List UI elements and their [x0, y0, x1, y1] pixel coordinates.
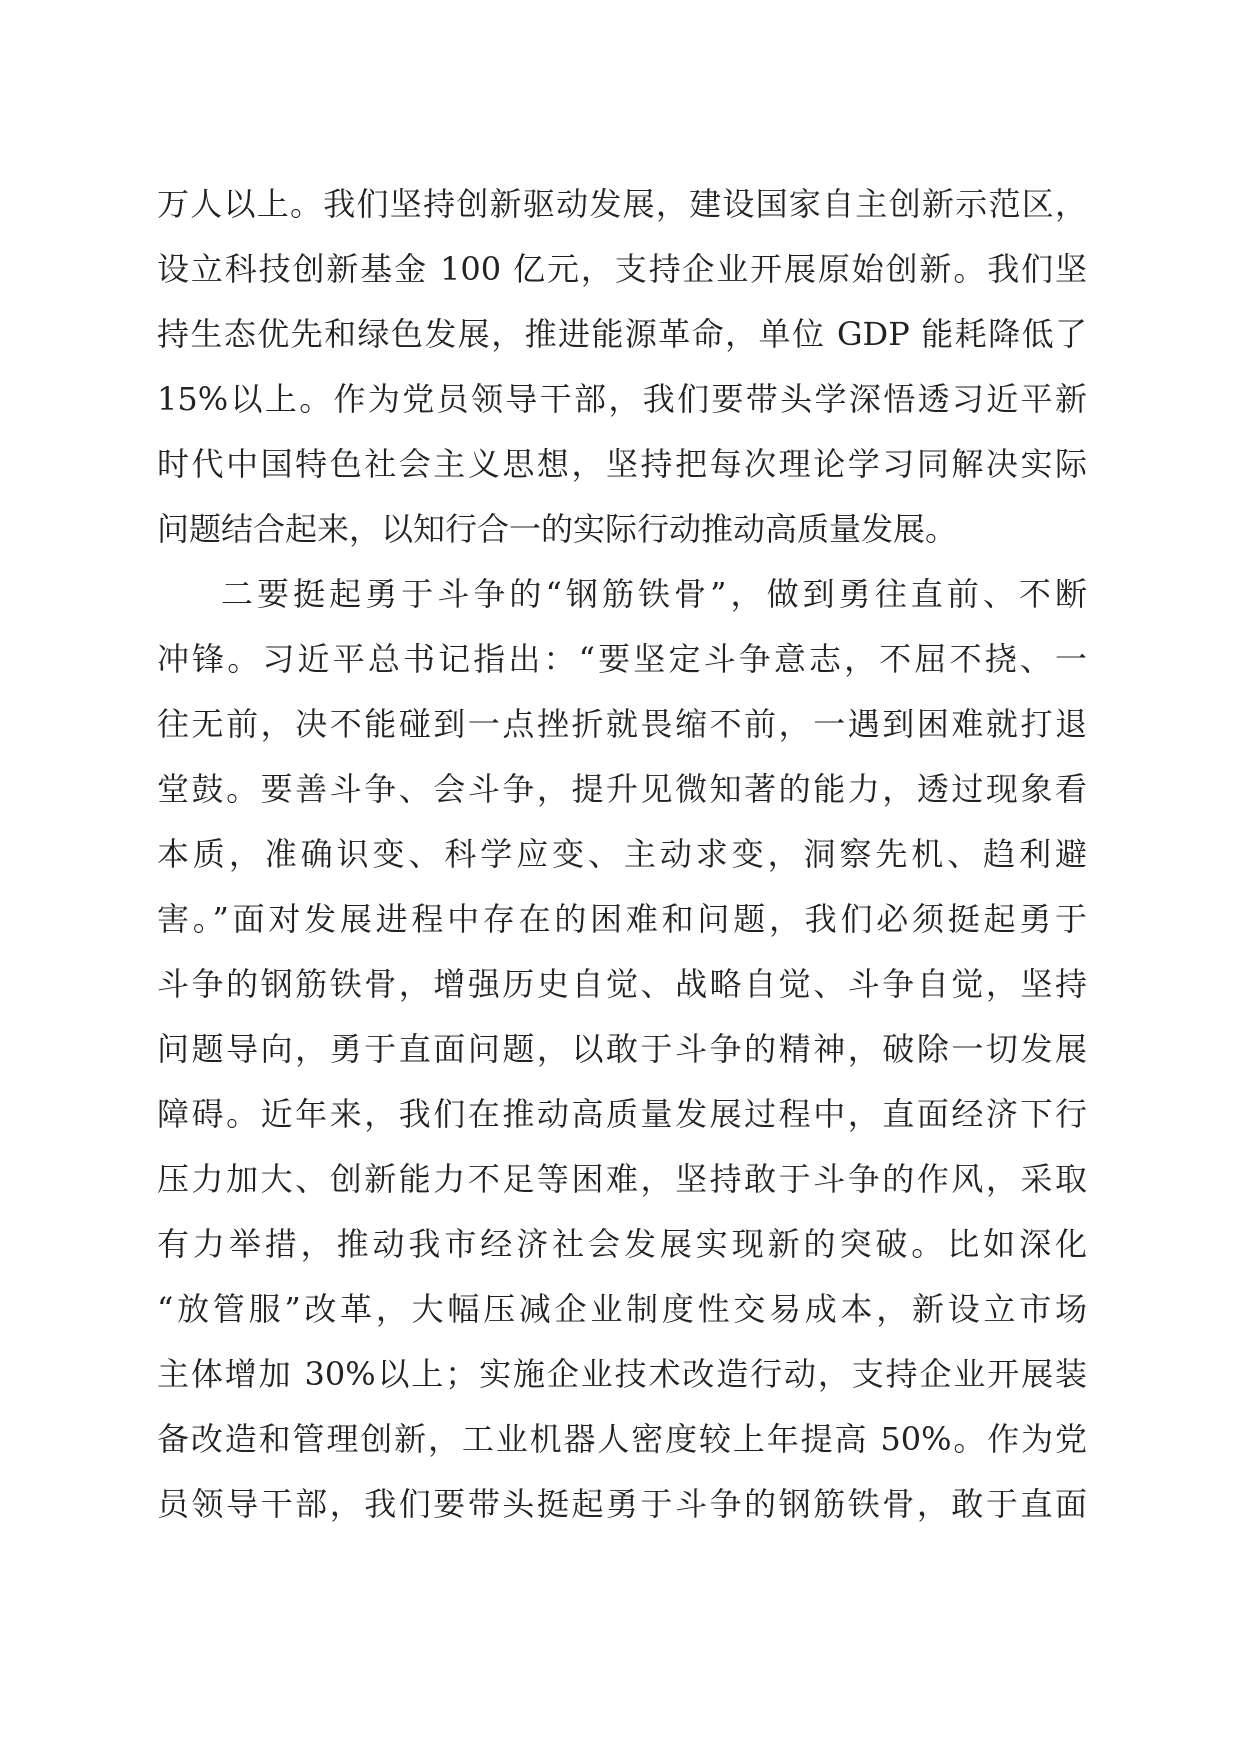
- text-line-20: 备改造和管理创新，工业机器人密度较上年提高 50%。作为党: [157, 1420, 1087, 1458]
- text-line-5: 时代中国特色社会主义思想，坚持把每次理论学习同解决实际: [157, 445, 1087, 483]
- text-line-19: 主体增加 30%以上；实施企业技术改造行动，支持企业开展装: [157, 1355, 1087, 1393]
- text-line-13: 斗争的钢筋铁骨，增强历史自觉、战略自觉、斗争自觉，坚持: [157, 965, 1087, 1003]
- text-line-17: 有力举措，推动我市经济社会发展实现新的突破。比如深化: [157, 1225, 1087, 1263]
- text-line-8: 冲锋。习近平总书记指出：“要坚定斗争意志，不屈不挠、一: [157, 640, 1087, 678]
- text-line-18: “放管服”改革，大幅压减企业制度性交易成本，新设立市场: [157, 1290, 1087, 1328]
- text-line-16: 压力加大、创新能力不足等困难，坚持敢于斗争的作风，采取: [157, 1160, 1087, 1198]
- text-line-7: 二要挺起勇于斗争的“钢筋铁骨”，做到勇往直前、不断: [221, 575, 1087, 613]
- text-line-1: 万人以上。我们坚持创新驱动发展，建设国家自主创新示范区，: [157, 185, 1087, 223]
- text-line-12: 害。”面对发展进程中存在的困难和问题，我们必须挺起勇于: [157, 900, 1087, 938]
- text-line-2: 设立科技创新基金 100 亿元，支持企业开展原始创新。我们坚: [157, 250, 1087, 288]
- text-line-3: 持生态优先和绿色发展，推进能源革命，单位 GDP 能耗降低了: [157, 315, 1087, 353]
- text-line-11: 本质，准确识变、科学应变、主动求变，洞察先机、趋利避: [157, 835, 1087, 873]
- body-text: [157, 172, 1087, 1537]
- text-line-15: 障碍。近年来，我们在推动高质量发展过程中，直面经济下行: [157, 1095, 1087, 1133]
- text-line-10: 堂鼓。要善斗争、会斗争，提升见微知著的能力，透过现象看: [157, 770, 1087, 808]
- text-line-14: 问题导向，勇于直面问题，以敢于斗争的精神，破除一切发展: [157, 1030, 1087, 1068]
- text-line-21: 员领导干部，我们要带头挺起勇于斗争的钢筋铁骨，敢于直面: [157, 1485, 1087, 1523]
- text-line-9: 往无前，决不能碰到一点挫折就畏缩不前，一遇到困难就打退: [157, 705, 1087, 743]
- text-line-6: 问题结合起来，以知行合一的实际行动推动高质量发展。: [157, 510, 958, 548]
- text-line-4: 15%以上。作为党员领导干部，我们要带头学深悟透习近平新: [157, 380, 1087, 418]
